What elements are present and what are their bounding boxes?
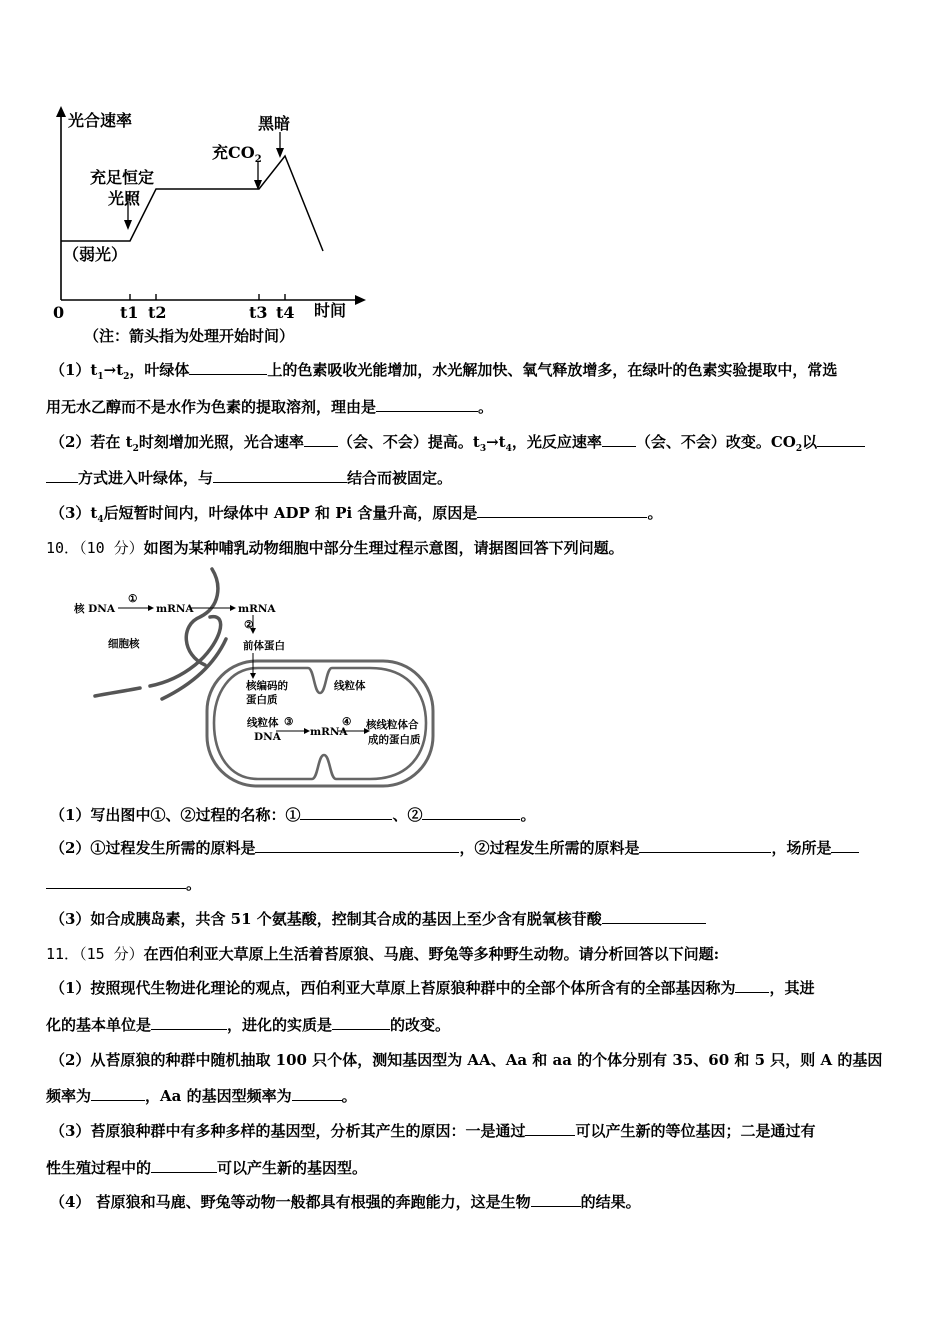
answer-blank-15[interactable]: [151, 1015, 227, 1030]
light-label-line1: 充足恒定: [90, 168, 155, 187]
answer-blank-21[interactable]: [531, 1192, 581, 1207]
answer-blank-14[interactable]: [735, 978, 769, 993]
cell-process-diagram: [70, 565, 450, 790]
q10-stem: 10．（10 分）如图为某种哺乳动物细胞中部分生理过程示意图，请据图回答下列问题。: [46, 539, 624, 557]
answer-blank-7[interactable]: [477, 503, 647, 518]
x-axis-arrowhead: [355, 295, 366, 305]
q9-part1-line2: 用无水乙醇而不是水作为色素的提取溶剂，理由是 。: [46, 398, 494, 416]
y-axis-arrowhead: [56, 106, 66, 117]
tick-label-t1: t1: [120, 303, 139, 322]
answer-blank-13[interactable]: [602, 909, 706, 924]
answer-blank-12[interactable]: [831, 838, 859, 853]
q10-part1: （1）写出图中①、②过程的名称：① 、② 。: [50, 806, 536, 824]
label-step3: ③: [284, 716, 294, 728]
label-combined-protein-2: 成的蛋白质: [368, 734, 421, 746]
tick-label-t2: t2: [148, 303, 167, 322]
label-mitochondrion: 线粒体: [334, 680, 366, 692]
photosynthesis-rate-graph: [40, 100, 380, 330]
answer-blank-4[interactable]: [602, 432, 636, 447]
answer-blank-19[interactable]: [525, 1121, 575, 1136]
label-nuclear-encoded-1: 核编码的: [246, 680, 288, 692]
label-precursor-protein: 前体蛋白: [243, 640, 285, 652]
q11-part2-line2: 频率为 ，Aa 的基因型频率为 。: [46, 1087, 357, 1105]
answer-blank-8[interactable]: [300, 805, 392, 820]
label-combined-protein-1: 核线粒体合: [366, 719, 419, 731]
q9-part3: $(3)t_4$后短暂时间内，叶绿体中 ADP 和 Pi 含量升高，原因是 。: [50, 504, 663, 525]
q11-part3-line2: 性生殖过程中的 可以产生新的基因型。: [46, 1159, 368, 1177]
answer-blank-11[interactable]: [639, 838, 771, 853]
y-axis-label: 光合速率: [68, 111, 133, 130]
q10-part2-line1: （2）①过程发生所需的原料是 ，②过程发生所需的原料是 ，场所是: [50, 838, 859, 858]
tick-label-t3: t3: [249, 303, 268, 322]
answer-blank-9[interactable]: [422, 805, 520, 820]
weak-light-label: （弱光）: [63, 245, 128, 264]
q11-part1-line1: （1）按照现代生物进化理论的观点，西伯利亚大草原上苔原狼种群中的全部个体所含有的全部基因称为 ，其进: [50, 979, 815, 997]
answer-blank-20[interactable]: [151, 1158, 217, 1173]
label-nuclear-encoded-2: 蛋白质: [246, 694, 278, 706]
q9-part1-line1: $(1)t_1\to t_2$，叶绿体 上的色素吸收光能增加，水光解加快、氧气释放增多，在绿叶的色素实验提取中，常选: [50, 361, 838, 382]
q9-part2-line2: 方式进入叶绿体，与 结合而被固定。: [46, 468, 452, 488]
nuclear-envelope-lower: [95, 688, 140, 696]
answer-blank-2[interactable]: [376, 397, 478, 412]
tick-label-t4: t4: [276, 303, 295, 322]
q9-part2-line1: （2）若在 $t_2$时刻增加光照，光合速率 （会、不会）提高。$t_3\to t_4$，光反应速率 （会、不会）改变。$CO_2$以: [50, 432, 865, 459]
label-step2: ②: [244, 619, 254, 631]
answer-blank-16[interactable]: [332, 1015, 390, 1030]
answer-blank-3[interactable]: [304, 432, 338, 447]
nuclear-envelope-middle: [150, 617, 221, 686]
answer-blank-10[interactable]: [255, 838, 459, 853]
answer-blank-12-cont[interactable]: [46, 874, 186, 889]
q10-part3: （3）如合成胰岛素，共含 51 个氨基酸，控制其合成的基因上至少含有脱氧核苷酸: [50, 909, 706, 929]
label-nuclear-dna: 核 DNA: [74, 603, 116, 615]
dark-arrow-head: [276, 148, 284, 158]
light-arrow-head: [124, 220, 132, 230]
x-axis-label: 时间: [314, 301, 347, 320]
nuclear-envelope-right: [162, 639, 226, 699]
q11-part2-line1: （2）从苔原狼的种群中随机抽取 100 只个体，测知基因型为 AA、Aa 和 aa 的个体分别有 35、60 和 5 只，则 A 的基因: [50, 1051, 883, 1069]
q10-part2-line2: 。: [46, 874, 201, 894]
label-mrna-cytoplasm: mRNA: [238, 603, 276, 615]
answer-blank-6[interactable]: [213, 468, 347, 483]
label-step1: ①: [128, 593, 138, 605]
dark-label: 黑暗: [258, 114, 291, 133]
label-step4: ④: [342, 716, 352, 728]
arrow-import-head: [250, 673, 256, 679]
q11-stem: 11．（15 分）在西伯利亚大草原上生活着苔原狼、马鹿、野兔等多种野生动物。请分析回答以下问题:: [46, 945, 720, 963]
q11-part1-line2: 化的基本单位是 ，进化的实质是 的改变。: [46, 1016, 451, 1034]
label-mito-dna-1: 线粒体: [247, 717, 279, 729]
light-label-line2: 光照: [108, 189, 141, 208]
label-nucleus: 细胞核: [108, 638, 140, 650]
co2-label: 充$CO_2$: [212, 143, 262, 165]
arrow-step1-head: [148, 605, 154, 611]
answer-blank-17[interactable]: [91, 1086, 145, 1101]
label-mito-dna-2: DNA: [254, 731, 281, 743]
q11-part3-line1: （3）苔原狼种群中有多种多样的基因型，分析其产生的原因：一是通过 可以产生新的等位基因；二是通过有: [50, 1122, 816, 1140]
answer-blank-1[interactable]: [189, 360, 267, 375]
label-mrna-nucleus: mRNA: [156, 603, 194, 615]
label-mito-mrna: mRNA: [310, 726, 348, 738]
arrow-transport-head: [230, 605, 236, 611]
q11-part4: （4） 苔原狼和马鹿、野兔等动物一般都具有根强的奔跑能力，这是生物 的结果。: [50, 1193, 641, 1211]
answer-blank-5[interactable]: [817, 432, 865, 447]
answer-blank-5-cont[interactable]: [46, 468, 78, 483]
origin-label: 0: [53, 303, 65, 322]
answer-blank-18[interactable]: [292, 1086, 342, 1101]
figure-note: （注：箭头指为处理开始时间）: [84, 327, 295, 345]
